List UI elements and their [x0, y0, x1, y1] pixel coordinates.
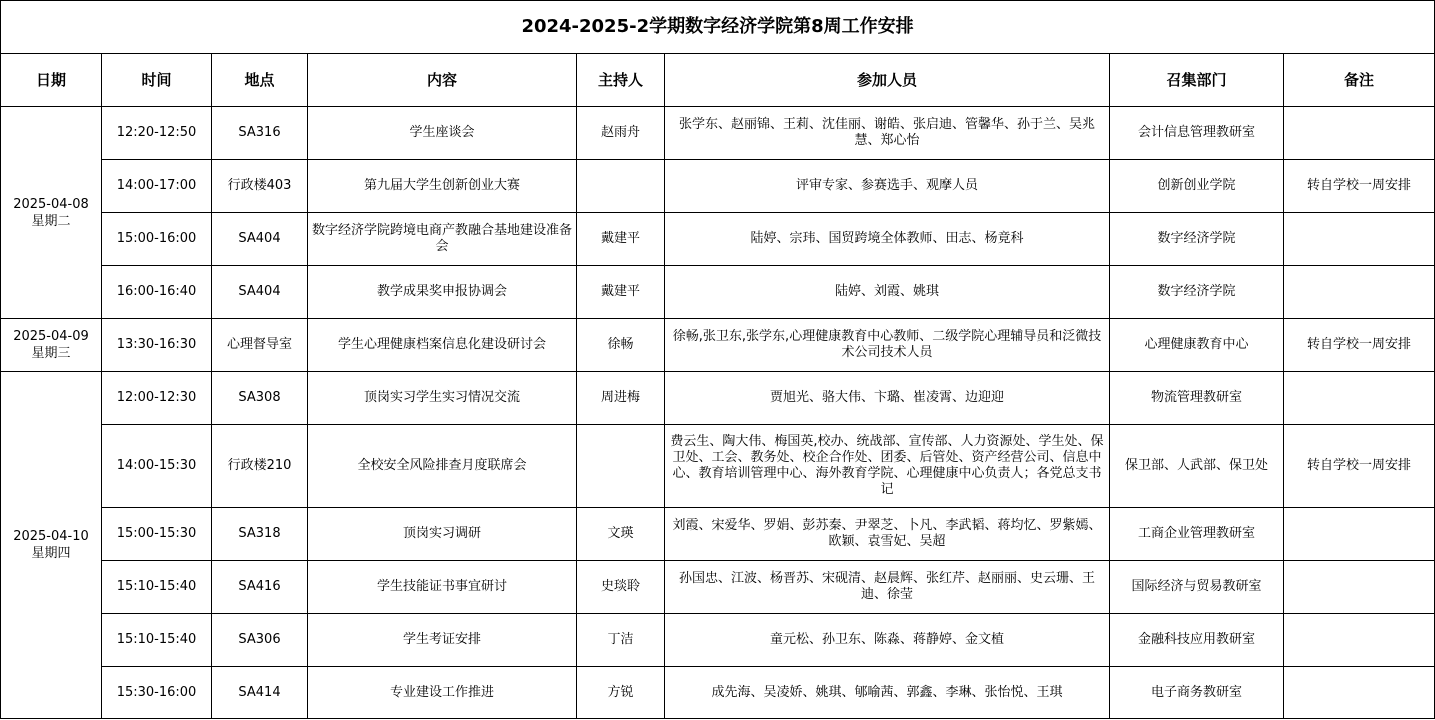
place-cell: SA414	[212, 667, 308, 719]
dept-cell: 数字经济学院	[1110, 213, 1284, 266]
table-row	[1, 561, 1435, 614]
dept-cell: 物流管理教研室	[1110, 372, 1284, 425]
place-cell: SA404	[212, 266, 308, 319]
attendees-cell: 陆婷、宗玮、国贸跨境全体教师、田志、杨竟科	[665, 213, 1110, 266]
place-cell: 行政楼210	[212, 425, 308, 508]
weekday-text: 星期二	[31, 213, 71, 229]
table-row	[1, 425, 1435, 508]
content-cell: 顶岗实习学生实习情况交流	[308, 372, 577, 425]
host-cell	[577, 160, 665, 213]
note-cell: 转自学校一周安排	[1284, 160, 1435, 213]
table-row	[1, 266, 1435, 319]
content-cell: 第九届大学生创新创业大赛	[308, 160, 577, 213]
host-cell: 周进梅	[577, 372, 665, 425]
host-cell: 徐畅	[577, 319, 665, 372]
time-cell: 15:10-15:40	[102, 561, 212, 614]
table-row	[1, 107, 1435, 160]
header-time: 时间	[102, 54, 212, 107]
time-cell: 15:10-15:40	[102, 614, 212, 667]
table-row	[1, 667, 1435, 719]
content-cell: 学生技能证书事宜研讨	[308, 561, 577, 614]
header-attendees: 参加人员	[665, 54, 1110, 107]
note-cell	[1284, 372, 1435, 425]
host-cell: 文瑛	[577, 508, 665, 561]
place-cell: SA404	[212, 213, 308, 266]
table-row	[1, 160, 1435, 213]
note-cell	[1284, 667, 1435, 719]
note-cell	[1284, 107, 1435, 160]
content-cell: 学生考证安排	[308, 614, 577, 667]
attendees-cell: 费云生、陶大伟、梅国英,校办、统战部、宣传部、人力资源处、学生处、保卫处、工会、教务处、校企合作处、团委、后管处、资产经营公司、信息中心、教育培训管理中心、海外教育学院、心理健康中心负责人；各党总支书记	[665, 425, 1110, 508]
content-cell: 顶岗实习调研	[308, 508, 577, 561]
note-cell	[1284, 213, 1435, 266]
time-cell: 13:30-16:30	[102, 319, 212, 372]
place-cell: SA318	[212, 508, 308, 561]
content-cell: 数字经济学院跨境电商产教融合基地建设准备会	[308, 213, 577, 266]
dept-cell: 国际经济与贸易教研室	[1110, 561, 1284, 614]
date-cell	[1, 319, 102, 372]
dept-cell: 会计信息管理教研室	[1110, 107, 1284, 160]
time-cell: 12:20-12:50	[102, 107, 212, 160]
content-cell: 学生座谈会	[308, 107, 577, 160]
dept-cell: 数字经济学院	[1110, 266, 1284, 319]
attendees-cell: 孙国忠、江波、杨晋苏、宋砚清、赵晨辉、张红芹、赵丽丽、史云珊、王迪、徐莹	[665, 561, 1110, 614]
date-text: 2025-04-09	[13, 329, 89, 344]
note-cell	[1284, 266, 1435, 319]
time-cell: 15:00-15:30	[102, 508, 212, 561]
header-note: 备注	[1284, 54, 1435, 107]
table-row	[1, 372, 1435, 425]
note-cell: 转自学校一周安排	[1284, 425, 1435, 508]
dept-cell: 金融科技应用教研室	[1110, 614, 1284, 667]
time-cell: 14:00-17:00	[102, 160, 212, 213]
weekday-text: 星期四	[31, 546, 71, 561]
host-cell: 戴建平	[577, 266, 665, 319]
note-cell	[1284, 508, 1435, 561]
header-host: 主持人	[577, 54, 665, 107]
weekday-text: 星期三	[31, 346, 71, 361]
header-date: 日期	[1, 54, 102, 107]
place-cell: SA316	[212, 107, 308, 160]
time-cell: 15:30-16:00	[102, 667, 212, 719]
header-dept: 召集部门	[1110, 54, 1284, 107]
content-cell: 专业建设工作推进	[308, 667, 577, 719]
attendees-cell: 张学东、赵丽锦、王莉、沈佳丽、谢皓、张启迪、管馨华、孙于兰、吴兆慧、郑心怡	[665, 107, 1110, 160]
table-row	[1, 213, 1435, 266]
host-cell: 史琰聆	[577, 561, 665, 614]
date-text: 2025-04-08	[13, 196, 89, 212]
header-row	[1, 54, 1435, 107]
attendees-cell: 徐畅,张卫东,张学东,心理健康教育中心教师、二级学院心理辅导员和泛微技术公司技术人员	[665, 319, 1110, 372]
note-cell	[1284, 561, 1435, 614]
host-cell: 赵雨舟	[577, 107, 665, 160]
attendees-cell: 陆婷、刘霞、姚琪	[665, 266, 1110, 319]
table-row	[1, 508, 1435, 561]
place-cell: SA308	[212, 372, 308, 425]
place-cell: SA306	[212, 614, 308, 667]
time-cell: 15:00-16:00	[102, 213, 212, 266]
dept-cell: 保卫部、人武部、保卫处	[1110, 425, 1284, 508]
dept-cell: 心理健康教育中心	[1110, 319, 1284, 372]
date-cell	[1, 107, 102, 319]
attendees-cell: 贾旭光、骆大伟、卞璐、崔凌霄、边迎迎	[665, 372, 1110, 425]
title-row	[1, 1, 1435, 54]
dept-cell: 工商企业管理教研室	[1110, 508, 1284, 561]
header-content: 内容	[308, 54, 577, 107]
host-cell	[577, 425, 665, 508]
time-cell: 14:00-15:30	[102, 425, 212, 508]
dept-cell: 电子商务教研室	[1110, 667, 1284, 719]
place-cell: 心理督导室	[212, 319, 308, 372]
content-cell: 教学成果奖申报协调会	[308, 266, 577, 319]
attendees-cell: 成先海、吴凌娇、姚琪、郇喻茜、郭鑫、李琳、张怡悦、王琪	[665, 667, 1110, 719]
table-row	[1, 319, 1435, 372]
content-cell: 全校安全风险排查月度联席会	[308, 425, 577, 508]
date-text: 2025-04-10	[13, 529, 89, 544]
place-cell: SA416	[212, 561, 308, 614]
attendees-cell: 刘霞、宋爱华、罗娟、彭苏秦、尹翠芝、卜凡、李武韬、蒋均忆、罗紫嫣、欧颖、袁雪妃、吴超	[665, 508, 1110, 561]
page-title: 2024-2025-2学期数字经济学院第8周工作安排	[1, 1, 1435, 54]
note-cell	[1284, 614, 1435, 667]
dept-cell: 创新创业学院	[1110, 160, 1284, 213]
header-place: 地点	[212, 54, 308, 107]
time-cell: 12:00-12:30	[102, 372, 212, 425]
note-cell: 转自学校一周安排	[1284, 319, 1435, 372]
attendees-cell: 评审专家、参赛选手、观摩人员	[665, 160, 1110, 213]
host-cell: 方锐	[577, 667, 665, 719]
place-cell: 行政楼403	[212, 160, 308, 213]
host-cell: 戴建平	[577, 213, 665, 266]
content-cell: 学生心理健康档案信息化建设研讨会	[308, 319, 577, 372]
attendees-cell: 童元松、孙卫东、陈淼、蒋静婷、金文植	[665, 614, 1110, 667]
host-cell: 丁洁	[577, 614, 665, 667]
time-cell: 16:00-16:40	[102, 266, 212, 319]
date-cell	[1, 372, 102, 719]
table-row	[1, 614, 1435, 667]
